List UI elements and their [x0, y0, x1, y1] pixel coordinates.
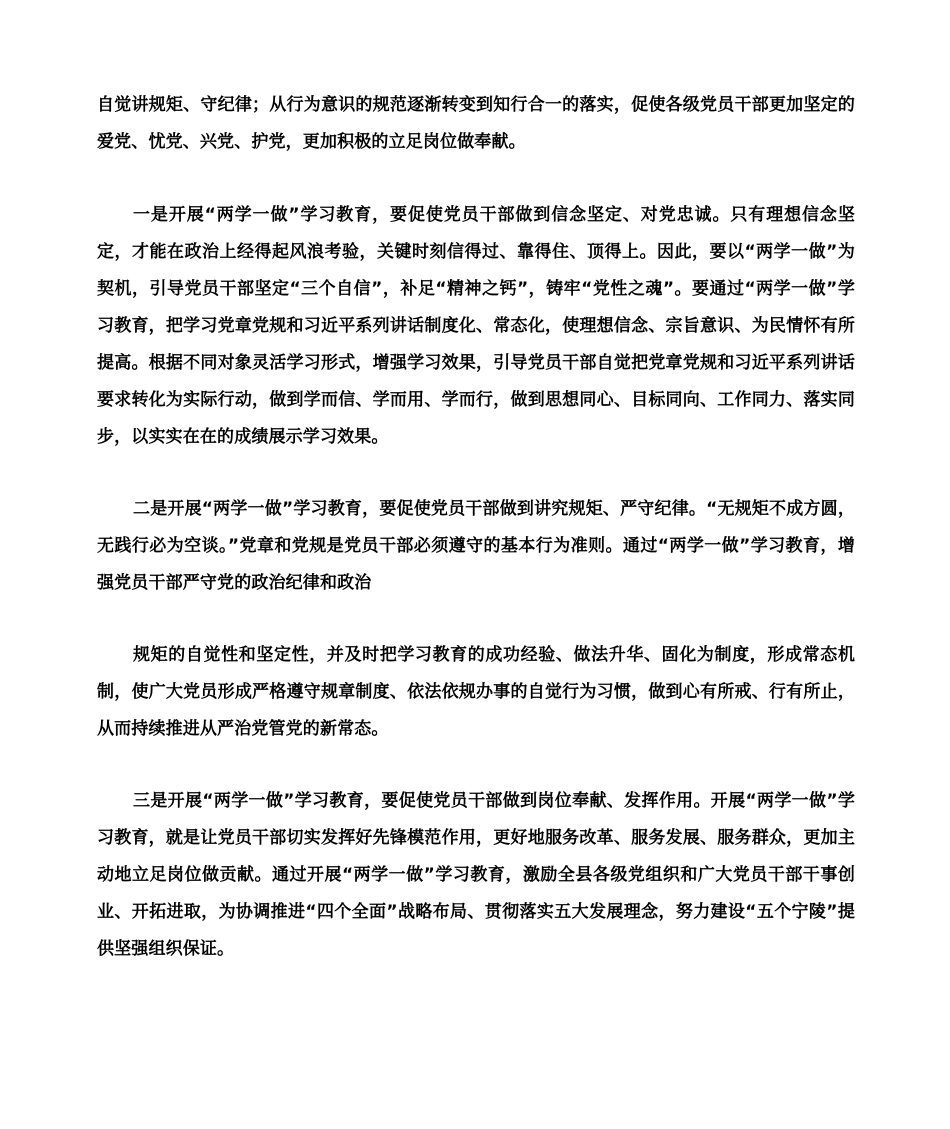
paragraph-point-two-continued: 规矩的自觉性和坚定性，并及时把学习教育的成功经验、做法升华、固化为制度，形成常态机制，使广大党员形成严格遵守规章制度、依法依规办事的自觉行为习惯，做到心有所戒、行有所止，从而持续推进从严治党管党的新常态。: [97, 645, 855, 739]
paragraph-continuation: 自觉讲规矩、守纪律；从行为意识的规范逐渐转变到知行合一的落实，促使各级党员干部更加坚定的爱党、忧党、兴党、护党，更加积极的立足岗位做奉献。: [97, 95, 855, 152]
paragraph-point-one: 一是开展“两学一做”学习教育，要促使党员干部做到信念坚定、对党忠诚。只有理想信念坚定，才能在政治上经得起风浪考验，关键时刻信得过、靠得住、顶得上。因此，要以“两学一做”为契机，引导党员干部坚定“三个自信”，补足“精神之钙”，铸牢“党性之魂”。要通过“两学一做”学习教育，把学习党章党规和习近平系列讲话制度化、常态化，使理想信念、宗旨意识、为民情怀有所提高。根据不同对象灵活学习形式，增强学习效果，引导党员干部自觉把党章党规和习近平系列讲话要求转化为实际行动，做到学而信、学而用、学而行，做到思想同心、目标同向、工作同力、落实同步，以实实在在的成绩展示学习效果。: [97, 205, 855, 447]
paragraph-point-two: 二是开展“两学一做”学习教育，要促使党员干部做到讲究规矩、严守纪律。“无规矩不成方圆，无践行必为空谈。”党章和党规是党员干部必须遵守的基本行为准则。通过“两学一做”学习教育，增强党员干部严守党的政治纪律和政治: [97, 499, 855, 593]
paragraph-point-three: 三是开展“两学一做”学习教育，要促使党员干部做到岗位奉献、发挥作用。开展“两学一做”学习教育，就是让党员干部切实发挥好先锋模范作用，更好地服务改革、服务发展、服务群众，更加主动地立足岗位做贡献。通过开展“两学一做”学习教育，激励全县各级党组织和广大党员干部干事创业、开拓进取，为协调推进“四个全面”战略布局、贯彻落实五大发展理念，努力建设“五个宁陵”提供坚强组织保证。: [97, 791, 855, 959]
